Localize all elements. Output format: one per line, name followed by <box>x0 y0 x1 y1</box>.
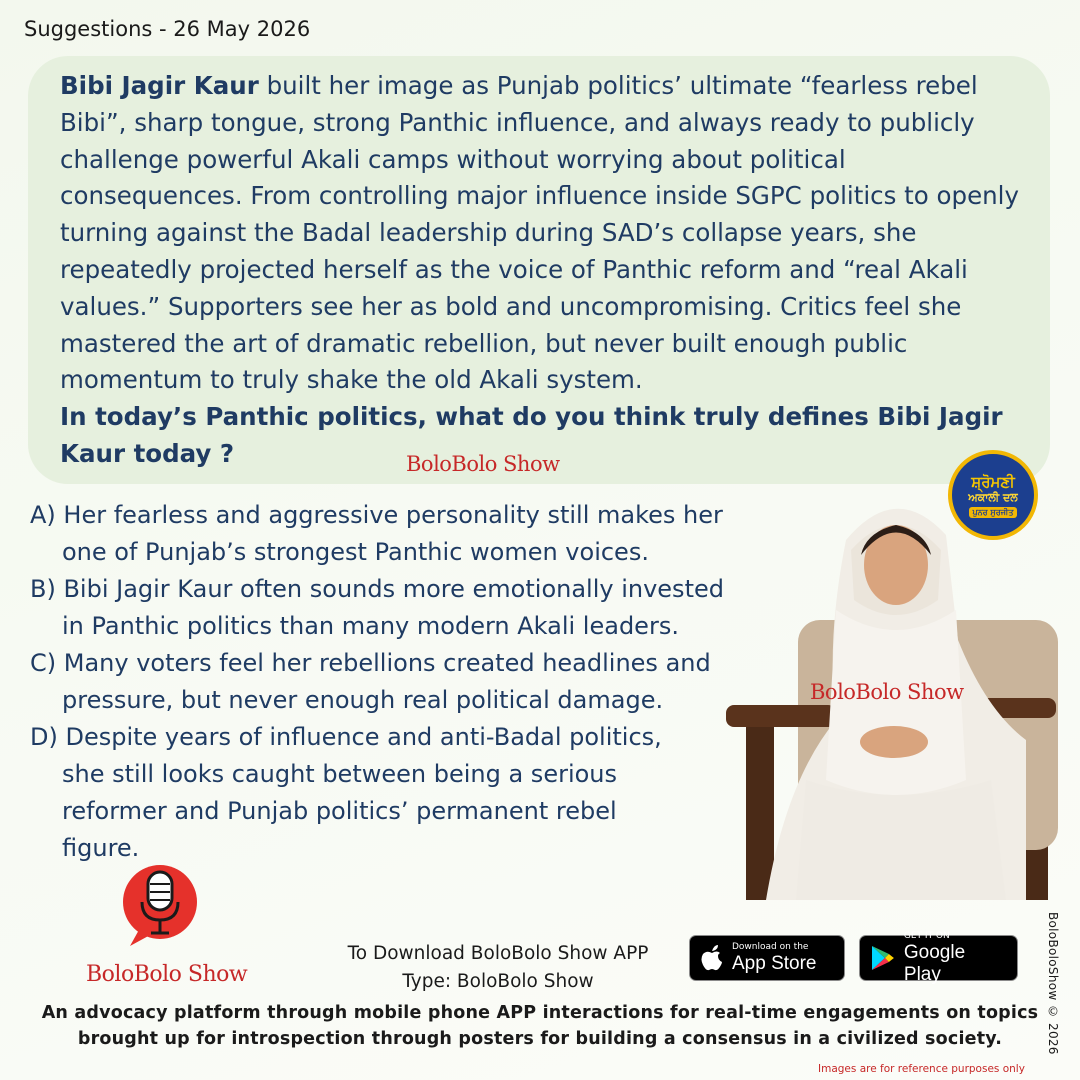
microphone-icon <box>120 862 202 952</box>
option-d[interactable] <box>30 719 790 867</box>
subject-name: Bibi Jagir Kaur <box>60 71 259 100</box>
option-d-line-1: D) Despite years of influence and anti-Badal politics, <box>30 723 662 751</box>
brand-logo-text: BoloBolo Show <box>86 962 248 987</box>
question-card <box>28 56 1050 484</box>
image-disclaimer: Images are for reference purposes only <box>818 1063 1025 1075</box>
google-play-label: Google Play <box>903 941 966 985</box>
party-logo-line-2: ਅਕਾਲੀ ਦਲ <box>968 490 1018 504</box>
tagline-line-2: brought up for introspection through posters for building a consensus in a civilized society. <box>77 1029 1003 1049</box>
party-logo-line-1: ਸ਼੍ਰੋਮਣੀ <box>971 472 1015 491</box>
option-d-line-4: figure. <box>62 834 140 862</box>
option-b-line-1: B) Bibi Jagir Kaur often sounds more emotionally invested <box>30 575 724 603</box>
app-store-label: App Store <box>732 952 817 974</box>
download-instructions <box>330 940 666 996</box>
app-store-badge[interactable] <box>689 935 845 981</box>
watermark-photo: BoloBolo Show <box>810 680 964 704</box>
download-line-2: Type: BoloBolo Show <box>402 971 594 992</box>
option-a-line-1: A) Her fearless and aggressive personality still makes her <box>30 501 723 529</box>
app-store-small-text: Download on the <box>732 941 809 952</box>
date-line: Suggestions - 26 May 2026 <box>24 17 311 41</box>
option-c-line-1: C) Many voters feel her rebellions created headlines and <box>30 649 711 677</box>
option-c-line-2: pressure, but never enough real political damage. <box>62 686 664 714</box>
apple-icon <box>700 944 724 972</box>
party-logo <box>948 450 1038 540</box>
question-body: built her image as Punjab politics’ ultimate “fearless rebel Bibi”, sharp tongue, strong Panthic influence, and always ready to publicly challenge powerful Akali camps without worrying about political consequences. From controlling major influence inside SGPC politics to openly turning against the Badal leadership during SAD’s collapse years, she repeatedly projected herself as the voice of Panthic reform and “real Akali values.” Supporters see her as bold and uncompromising. Critics feel she mastered the art of dramatic rebellion, but never built enough public momentum to truly shake the old Akali system. <box>60 71 1019 395</box>
option-d-line-3: reformer and Punjab politics’ permanent rebel <box>62 797 617 825</box>
option-b-line-2: in Panthic politics than many modern Akali leaders. <box>62 612 679 640</box>
google-play-small-text: GET IT ON <box>903 930 950 941</box>
tagline-line-1: An advocacy platform through mobile phone APP interactions for real-time engagements on topics <box>41 1003 1039 1023</box>
google-play-badge[interactable] <box>859 930 1018 985</box>
option-c[interactable] <box>30 645 790 719</box>
option-a[interactable] <box>30 497 790 571</box>
google-play-icon <box>870 944 896 972</box>
party-logo-line-3: ਪੁਨਰ ਸੁਰਜੀਤ <box>969 507 1018 518</box>
download-line-1: To Download BoloBolo Show APP <box>347 943 649 964</box>
question-text <box>60 68 1030 473</box>
side-copyright: BoloBoloShow © 2026 <box>1046 912 1060 1055</box>
option-a-line-2: one of Punjab’s strongest Panthic women voices. <box>62 538 649 566</box>
option-d-line-2: she still looks caught between being a serious <box>62 760 618 788</box>
platform-tagline <box>30 1000 1050 1052</box>
answer-options <box>30 497 790 867</box>
watermark-card: BoloBolo Show <box>406 452 560 476</box>
option-b[interactable] <box>30 571 790 645</box>
question-prompt: In today’s Panthic politics, what do you think truly defines Bibi Jagir Kaur today ? <box>60 402 1003 468</box>
